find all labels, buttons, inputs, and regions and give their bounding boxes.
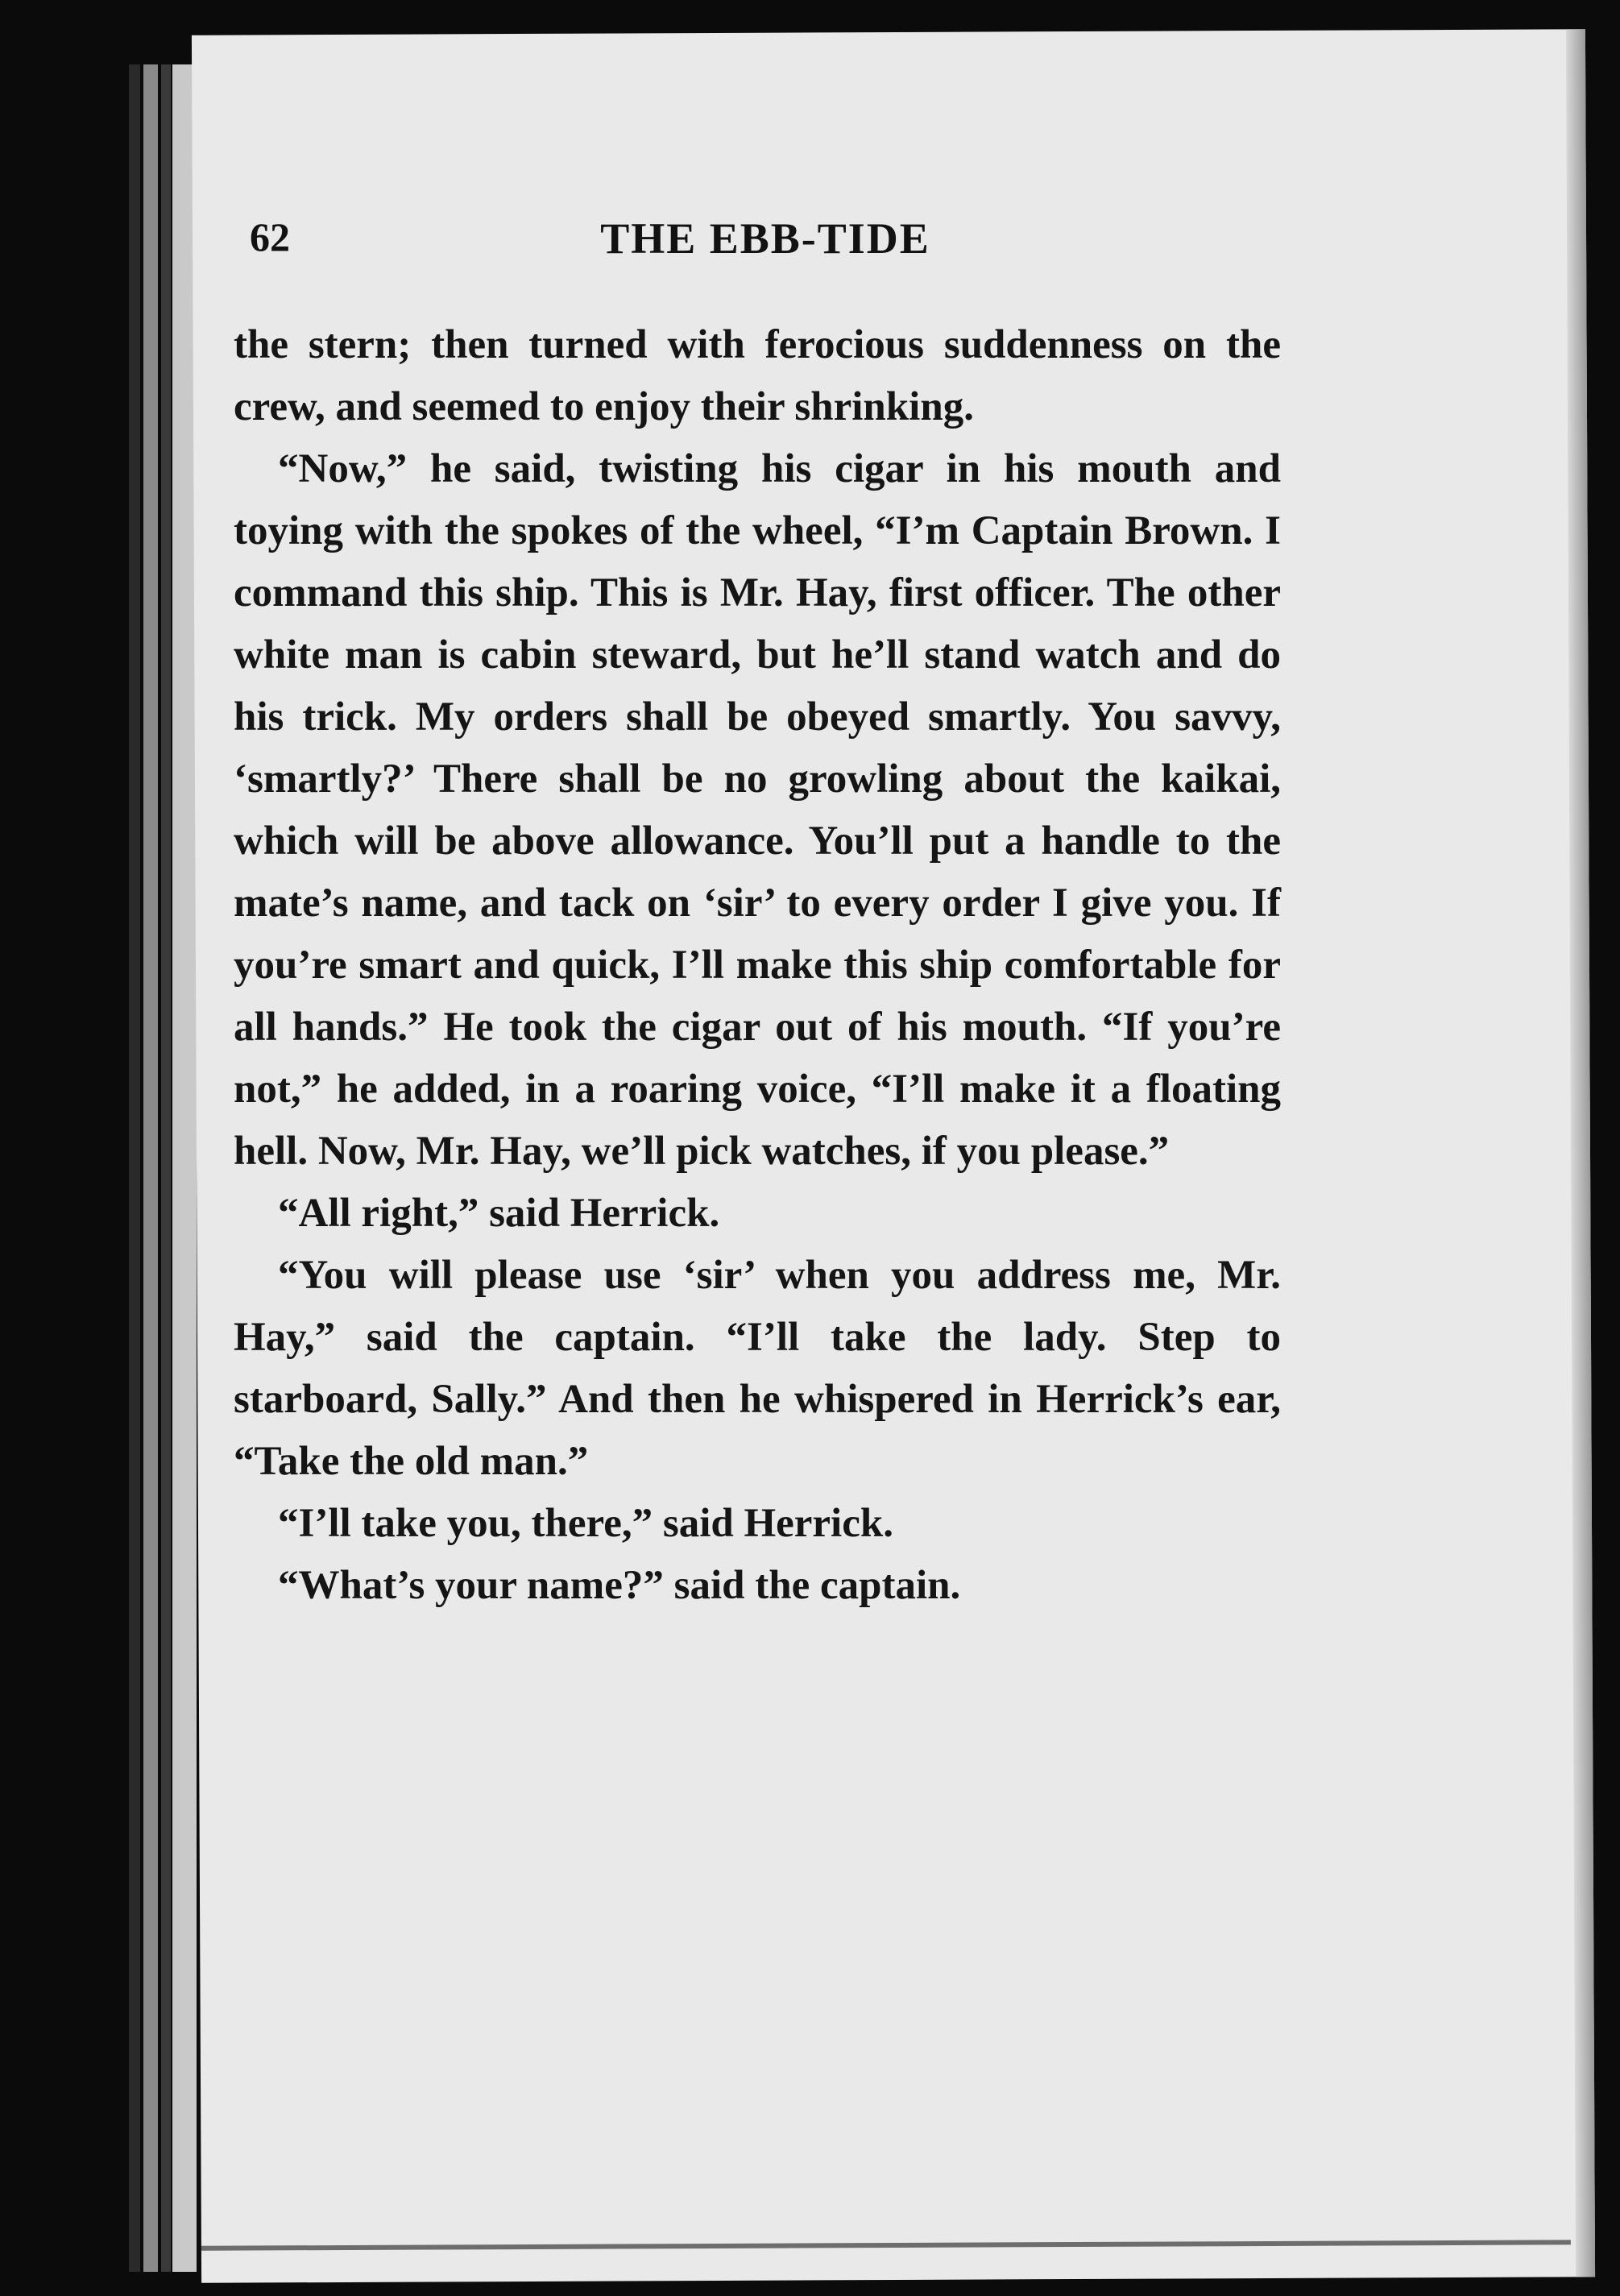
paragraph: “All right,” said Herrick.	[278, 1191, 720, 1236]
page-bottom-edge	[201, 2240, 1571, 2250]
binding-edge	[161, 64, 171, 2272]
binding-edge	[129, 64, 140, 2272]
body-text	[234, 314, 1281, 1617]
paragraph: “You will please use ‘sir’ when you address me, Mr. Hay,” said the captain. “I’ll take the lady. Step to starboard, Sally.” And then he whispered in Herrick’s ear, “Take the old man.”	[234, 1253, 1281, 1484]
paragraph: the stern; then turned with ferocious suddenness on the crew, and seemed to enjoy their shrinking.	[234, 322, 1281, 429]
paragraph: “I’ll take you, there,” said Herrick.	[278, 1501, 893, 1546]
page-number: 62	[250, 214, 290, 259]
page-edge-shadow	[1566, 29, 1595, 2277]
paragraph: “What’s your name?” said the captain.	[278, 1563, 961, 1608]
page-header	[250, 213, 1281, 286]
running-head: THE EBB-TIDE	[600, 214, 930, 263]
binding-edge	[143, 64, 158, 2272]
paragraph: “Now,” he said, twisting his cigar in his mouth and toying with the spokes of the wheel, “I’m Captain Brown. I command this ship. This is Mr. Hay, first officer. The other white man is cabin steward, but he’ll stand watch and do his trick. My orders shall be obeyed smartly. You savvy, ‘smartly?’ There shall be no growling about the kaikai, which will be above allowance. You’ll put a handle to the mate’s name, and tack on ‘sir’ to every order I give you. If you’re smart and quick, I’ll make this ship comfortable for all hands.” He took the cigar out of his mouth. “If you’re not,” he added, in a roaring voice, “I’ll make it a floating hell. Now, Mr. Hay, we’ll pick watches, if you please.”	[234, 446, 1281, 1174]
